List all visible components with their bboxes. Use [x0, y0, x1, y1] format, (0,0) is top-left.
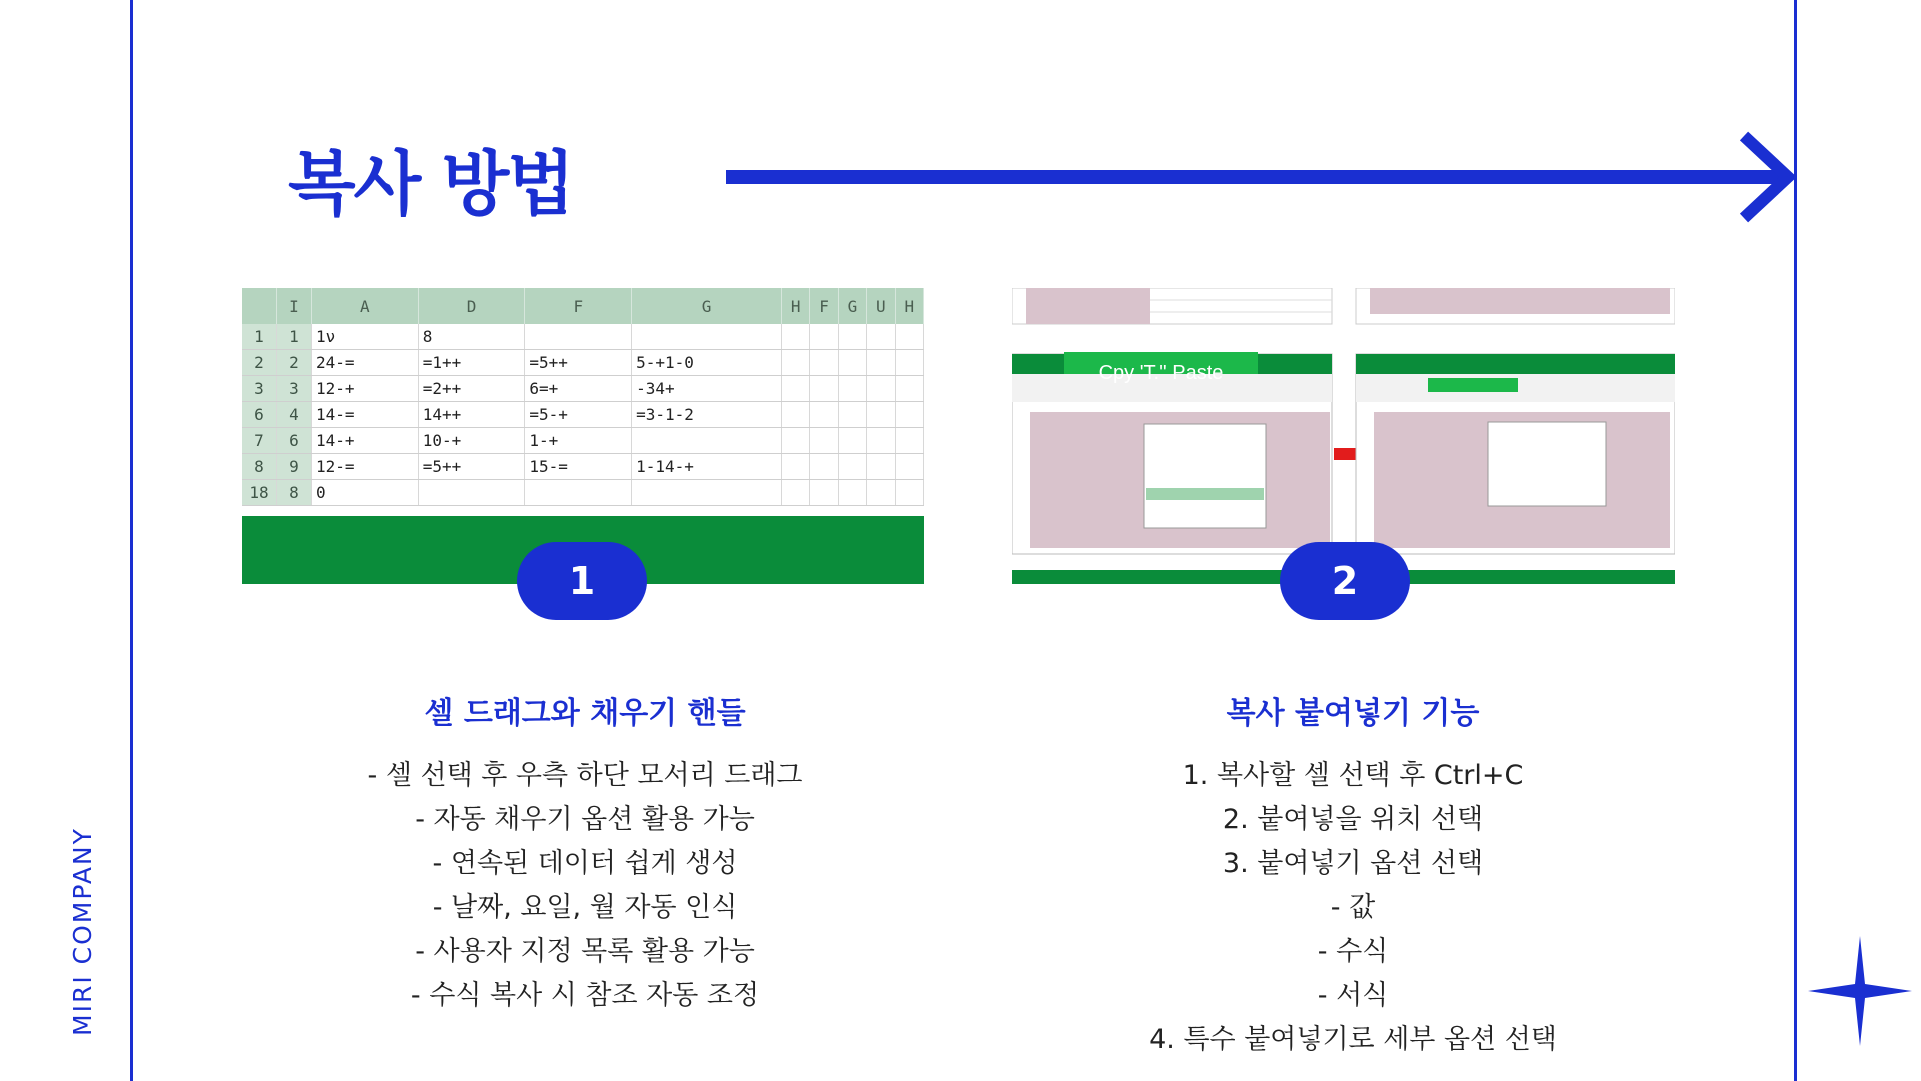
table-cell [867, 350, 895, 376]
section-heading: 복사 붙여넣기 기능 [1226, 696, 1480, 731]
table-row [242, 376, 924, 402]
table-cell [838, 402, 866, 428]
sparkle-star-icon [1808, 936, 1912, 1046]
table-cell [810, 350, 838, 376]
table-cell [895, 428, 923, 454]
table-cell [782, 324, 810, 350]
table-cell [867, 480, 895, 506]
table-cell [838, 480, 866, 506]
table-cell [782, 350, 810, 376]
table-cell [895, 480, 923, 506]
table-cell: 10-+ [418, 428, 525, 454]
table-cell: =5++ [418, 454, 525, 480]
table-row [242, 480, 924, 506]
table-row [242, 454, 924, 480]
table-cell [782, 376, 810, 402]
list-item: - 값 [1330, 892, 1376, 923]
table-cell [632, 480, 782, 506]
column-header: G [838, 288, 866, 324]
bullet-list [1043, 754, 1663, 1062]
column-header [242, 288, 277, 324]
table-cell: 24-= [312, 350, 419, 376]
column-header: H [782, 288, 810, 324]
section-fill-handle [275, 688, 895, 1018]
table-cell: 15-= [525, 454, 632, 480]
list-item: - 수식 복사 시 참조 자동 조정 [410, 980, 760, 1011]
list-item: 2. 붙여넣을 위치 선택 [1222, 804, 1484, 835]
left-border-line [130, 0, 133, 1081]
table-cell: 0 [312, 480, 419, 506]
list-item: - 연속된 데이터 쉽게 생성 [432, 848, 738, 879]
column-header: U [867, 288, 895, 324]
table-cell [525, 480, 632, 506]
table-cell [810, 454, 838, 480]
table-cell [810, 428, 838, 454]
table-cell: 9 [277, 454, 312, 480]
table-cell: 1ν [312, 324, 419, 350]
spreadsheet-screenshot [242, 288, 924, 584]
section-heading: 셀 드래그와 채우기 핸들 [424, 696, 746, 731]
table-cell: 2 [277, 350, 312, 376]
table-cell [867, 402, 895, 428]
row-header-cell: 1 [242, 324, 277, 350]
row-header-cell: 6 [242, 402, 277, 428]
table-cell [895, 324, 923, 350]
step-badge-1: 1 [517, 542, 647, 620]
copy-paste-screenshot [1012, 288, 1675, 584]
table-cell: 6=+ [525, 376, 632, 402]
table-cell [838, 454, 866, 480]
section-copy-paste [1043, 688, 1663, 1062]
copy-paste-window-title: Cpy 'T.'' Paste [1098, 361, 1224, 384]
column-header-row [242, 288, 924, 324]
table-cell: =5++ [525, 350, 632, 376]
table-cell [418, 480, 525, 506]
table-cell [895, 454, 923, 480]
table-cell [810, 402, 838, 428]
list-item: 3. 붙여넣기 옵션 선택 [1222, 848, 1484, 879]
table-cell [867, 454, 895, 480]
table-cell: 1-+ [525, 428, 632, 454]
row-header-cell: 18 [242, 480, 277, 506]
list-item: 4. 특수 붙여넣기로 세부 옵션 선택 [1149, 1024, 1557, 1055]
table-cell [782, 454, 810, 480]
table-cell: 14-+ [312, 428, 419, 454]
list-item: - 날짜, 요일, 월 자동 인식 [432, 892, 738, 923]
table-cell [895, 402, 923, 428]
list-item: - 셀 선택 후 우측 하단 모서리 드래그 [367, 760, 803, 791]
table-cell [810, 324, 838, 350]
spreadsheet-table [242, 288, 924, 506]
table-cell: 5-+1-0 [632, 350, 782, 376]
list-item: - 자동 채우기 옵션 활용 가능 [415, 804, 755, 835]
table-cell: 1 [277, 324, 312, 350]
table-cell [782, 480, 810, 506]
table-cell [867, 428, 895, 454]
table-cell: 14-= [312, 402, 419, 428]
table-cell: 6 [277, 428, 312, 454]
table-cell: 8 [418, 324, 525, 350]
table-cell [782, 402, 810, 428]
table-cell: 4 [277, 402, 312, 428]
table-cell [782, 428, 810, 454]
table-cell [810, 480, 838, 506]
table-cell [810, 376, 838, 402]
row-header-cell: 7 [242, 428, 277, 454]
brand-label: MIRI COMPANY [68, 827, 97, 1036]
step-badge-2: 2 [1280, 542, 1410, 620]
table-cell [632, 324, 782, 350]
page-title: 복사 방법 [288, 143, 573, 225]
table-cell: 12-+ [312, 376, 419, 402]
table-cell [632, 428, 782, 454]
list-item: 1. 복사할 셀 선택 후 Ctrl+C [1182, 760, 1524, 791]
column-header: H [895, 288, 923, 324]
row-header-cell: 8 [242, 454, 277, 480]
table-cell [895, 376, 923, 402]
table-cell [838, 350, 866, 376]
table-cell: 14++ [418, 402, 525, 428]
table-cell [867, 324, 895, 350]
table-cell [838, 428, 866, 454]
column-header: A [312, 288, 419, 324]
table-cell [867, 376, 895, 402]
column-header: F [525, 288, 632, 324]
row-header-cell: 3 [242, 376, 277, 402]
table-row [242, 428, 924, 454]
table-cell [838, 324, 866, 350]
column-header: D [418, 288, 525, 324]
column-header: G [632, 288, 782, 324]
table-cell: 1-14-+ [632, 454, 782, 480]
table-row [242, 402, 924, 428]
table-cell [838, 376, 866, 402]
table-cell: -34+ [632, 376, 782, 402]
row-header-cell: 2 [242, 350, 277, 376]
list-item: - 서식 [1317, 980, 1389, 1011]
list-item: - 수식 [1317, 936, 1389, 967]
bullet-list [275, 754, 895, 1018]
column-header: F [810, 288, 838, 324]
table-cell: =1++ [418, 350, 525, 376]
table-cell [525, 324, 632, 350]
copy-paste-illustration [1012, 288, 1675, 584]
table-cell: 12-= [312, 454, 419, 480]
arrow-right-icon [720, 128, 1796, 228]
table-row [242, 350, 924, 376]
column-header: I [277, 288, 312, 324]
table-row [242, 324, 924, 350]
table-cell: =3-1-2 [632, 402, 782, 428]
table-cell: =5-+ [525, 402, 632, 428]
table-cell: =2++ [418, 376, 525, 402]
list-item: - 사용자 지정 목록 활용 가능 [415, 936, 755, 967]
table-cell: 8 [277, 480, 312, 506]
table-cell: 3 [277, 376, 312, 402]
table-cell [895, 350, 923, 376]
